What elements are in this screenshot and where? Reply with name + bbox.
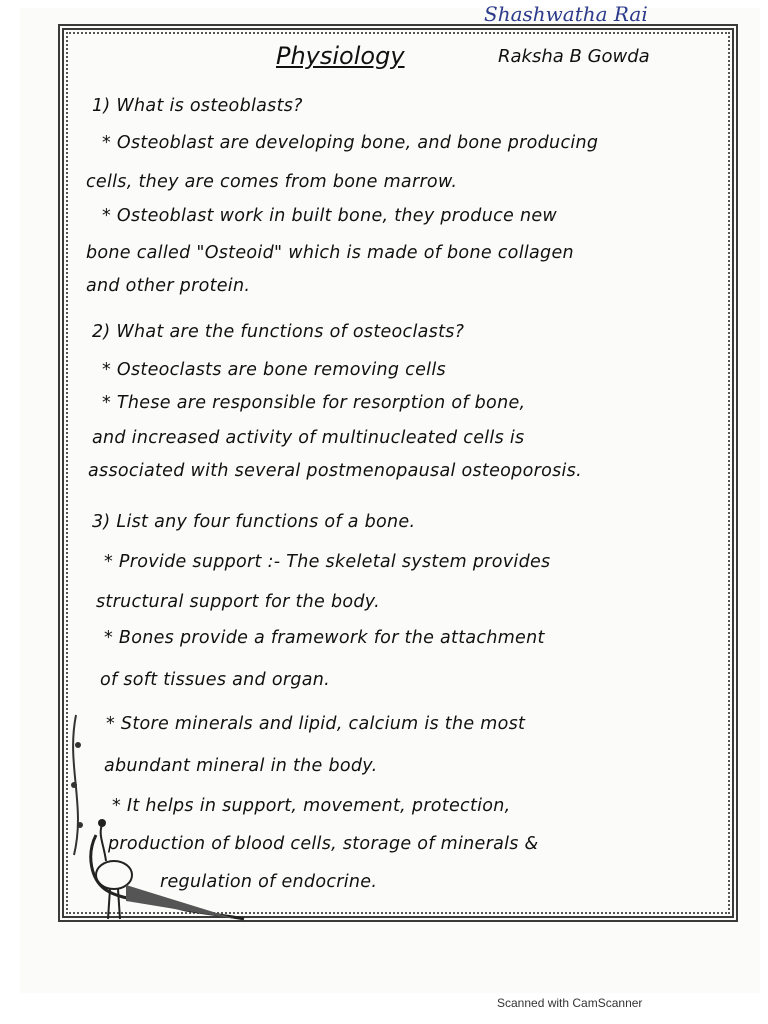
question-3: 3) List any four functions of a bone. xyxy=(92,512,416,532)
answer-line: of soft tissues and organ. xyxy=(100,670,331,690)
answer-line: * Osteoblast are developing bone, and bone producing xyxy=(102,133,599,153)
answer-line: * These are responsible for resorption of bone, xyxy=(102,393,526,413)
answer-line: bone called "Osteoid" which is made of bone collagen xyxy=(86,243,574,263)
question-1: 1) What is osteoblasts? xyxy=(92,96,303,116)
answer-line: * Store minerals and lipid, calcium is the most xyxy=(106,714,526,734)
answer-line: and other protein. xyxy=(86,276,251,296)
answer-line: * Osteoblast work in built bone, they produce new xyxy=(102,206,558,226)
answer-line: cells, they are comes from bone marrow. xyxy=(86,172,458,192)
page-title: Physiology xyxy=(276,42,405,70)
answer-line: production of blood cells, storage of minerals & xyxy=(108,834,539,854)
signature: Shashwatha Rai xyxy=(484,2,648,26)
answer-line: * Osteoclasts are bone removing cells xyxy=(102,360,446,380)
scanner-watermark: Scanned with CamScanner xyxy=(497,996,643,1010)
peacock-illustration xyxy=(66,705,246,925)
answer-line: and increased activity of multinucleated cells is xyxy=(92,428,525,448)
answer-line: abundant mineral in the body. xyxy=(104,756,378,776)
answer-line: structural support for the body. xyxy=(96,592,380,612)
question-2: 2) What are the functions of osteoclasts? xyxy=(92,322,465,342)
answer-line: regulation of endocrine. xyxy=(160,872,378,892)
answer-line: * Provide support :- The skeletal system provides xyxy=(104,552,551,572)
author-name: Raksha B Gowda xyxy=(498,46,650,67)
answer-line: associated with several postmenopausal osteoporosis. xyxy=(88,461,582,481)
answer-line: * It helps in support, movement, protection, xyxy=(112,796,511,816)
answer-line: * Bones provide a framework for the attachment xyxy=(104,628,545,648)
